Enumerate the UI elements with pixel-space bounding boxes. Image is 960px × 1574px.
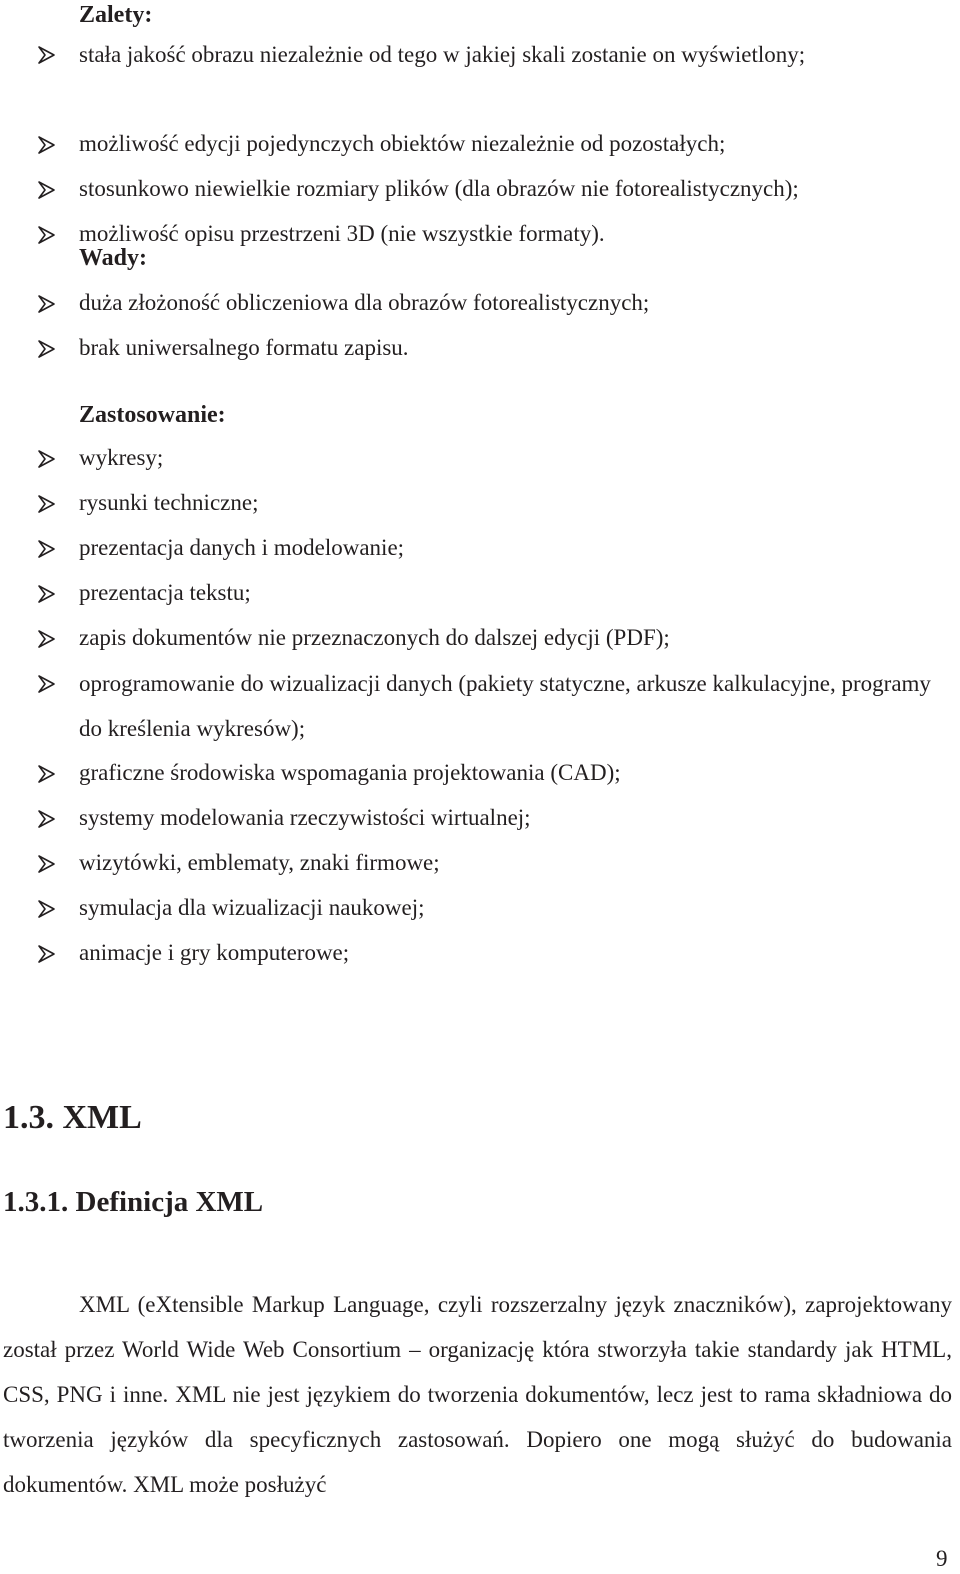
list-item xyxy=(0,288,649,333)
list-item-text: systemy modelowania rzeczywistości wirtualnej; xyxy=(79,805,531,830)
list-item-text: wizytówki, emblematy, znaki firmowe; xyxy=(79,850,440,875)
section-title: 1.3. XML xyxy=(3,1099,142,1136)
list-item xyxy=(0,803,955,848)
list-item xyxy=(0,578,955,623)
list-item xyxy=(0,938,955,983)
list-item-text: symulacja dla wizualizacji naukowej; xyxy=(79,895,425,920)
list-item-text: możliwość opisu przestrzeni 3D (nie wszystkie formaty). xyxy=(79,221,605,246)
disadvantages-heading: Wady: xyxy=(79,245,148,271)
list-item xyxy=(0,32,955,122)
arrowhead-bullet-icon xyxy=(37,294,57,314)
list-item-text: animacje i gry komputerowe; xyxy=(79,940,350,965)
arrowhead-bullet-icon xyxy=(37,809,57,829)
xml-definition-paragraph: XML (eXtensible Markup Language, czyli rozszerzalny język znaczników), zaprojektowany został przez World Wide Web Consortium – organizację która stworzyła takie standardy jak HTML, CSS, PNG i inne. XML nie jest językiem do tworzenia dokumentów, lecz jest to rama składniowa do tworzenia języków dla specyficznych zastosowań. Dopiero one mogą służyć do budowania dokumentów. XML może posłużyć xyxy=(3,1292,952,1497)
arrowhead-bullet-icon xyxy=(37,225,57,245)
arrowhead-bullet-icon xyxy=(37,180,57,200)
list-item xyxy=(0,333,649,378)
arrowhead-bullet-icon xyxy=(37,629,57,649)
arrowhead-bullet-icon xyxy=(37,135,57,155)
advantages-heading: Zalety: xyxy=(79,2,153,28)
list-item-text: możliwość edycji pojedynczych obiektów niezależnie od pozostałych; xyxy=(79,131,726,156)
list-item-text: zapis dokumentów nie przeznaczonych do dalszej edycji (PDF); xyxy=(79,625,670,650)
list-item-text: prezentacja tekstu; xyxy=(79,580,251,605)
arrowhead-bullet-icon xyxy=(37,494,57,514)
subsection-title: 1.3.1. Definicja XML xyxy=(3,1186,264,1218)
list-item-text: rysunki techniczne; xyxy=(79,490,259,515)
list-item-text: duża złożoność obliczeniowa dla obrazów fotorealistycznych; xyxy=(79,290,650,315)
list-item xyxy=(0,488,955,533)
arrowhead-bullet-icon xyxy=(37,944,57,964)
list-item xyxy=(0,533,955,578)
list-item xyxy=(0,443,955,488)
advantages-list xyxy=(0,39,955,264)
list-item xyxy=(0,661,955,751)
arrowhead-bullet-icon xyxy=(37,854,57,874)
arrowhead-bullet-icon xyxy=(37,899,57,919)
list-item-text: prezentacja danych i modelowanie; xyxy=(79,535,405,560)
list-item-text: stosunkowo niewielkie rozmiary plików (dla obrazów nie fotorealistycznych); xyxy=(79,176,799,201)
arrowhead-bullet-icon xyxy=(37,674,57,694)
list-item-text: oprogramowanie do wizualizacji danych (pakiety statyczne, arkusze kalkulacyjne, programy do kreślenia wykresów); xyxy=(79,671,931,741)
list-item xyxy=(0,174,955,219)
list-item-text: stała jakość obrazu niezależnie od tego w jakiej skali zostanie on wyświetlony; xyxy=(79,42,806,67)
arrowhead-bullet-icon xyxy=(37,449,57,469)
list-item-text: brak uniwersalnego formatu zapisu. xyxy=(79,335,409,360)
list-item xyxy=(0,758,955,803)
list-item xyxy=(0,893,955,938)
list-item-text: wykresy; xyxy=(79,445,164,470)
list-item-text: graficzne środowiska wspomagania projektowania (CAD); xyxy=(79,760,621,785)
page-number: 9 xyxy=(936,1546,948,1571)
disadvantages-list xyxy=(0,288,649,378)
arrowhead-bullet-icon xyxy=(37,339,57,359)
arrowhead-bullet-icon xyxy=(37,584,57,604)
arrowhead-bullet-icon xyxy=(37,539,57,559)
applications-list xyxy=(0,443,955,983)
arrowhead-bullet-icon xyxy=(37,764,57,784)
list-item xyxy=(0,129,955,174)
applications-heading: Zastosowanie: xyxy=(79,402,226,428)
list-item xyxy=(0,848,955,893)
arrowhead-bullet-icon xyxy=(37,45,57,65)
